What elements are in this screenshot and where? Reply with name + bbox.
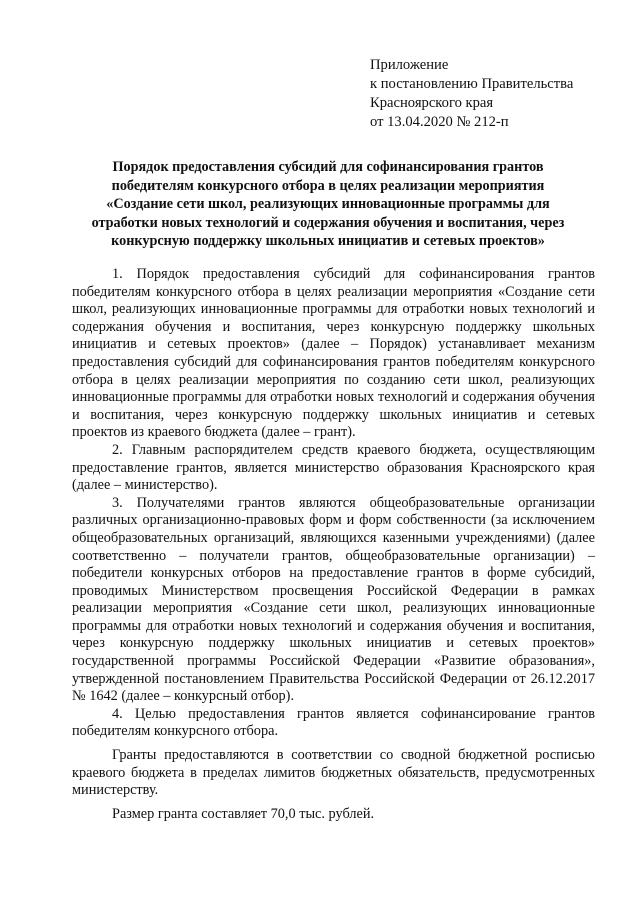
- paragraph-3: 3. Получателями грантов являются общеобразовательные организации различных организационно-правовых форм и форм собственности (за исключением общеобразовательных организаций, являющихся казенными учреждениями) (далее соответственно – получатели грантов, общеобразовательные организации) – победители конкурсных отборов на предоставление грантов в форме субсидий, проводимых Министерством просвещения Российской Федерации в рамках реализации мероприятия «Создание сети школ, реализующих инновационные программы для отработки новых технологий и содержания обучения и воспитания, через конкурсную поддержку школьных инициатив и сетевых проектов» государственной программы Российской Федерации «Развитие образования», утвержденной постановлением Правительства Российской Федерации от 26.12.2017 № 1642 (далее – конкурсный отбор).: [72, 494, 595, 705]
- paragraph-5: Гранты предоставляются в соответствии со сводной бюджетной росписью краевого бюджета в пределах лимитов бюджетных обязательств, предусмотренных министерству.: [72, 747, 595, 799]
- title-line-4: отработки новых технологий и содержания обучения и воспитания, через: [91, 214, 565, 231]
- title-line-2: победителям конкурсного отбора в целях реализации мероприятия: [111, 177, 545, 194]
- document-body: [72, 266, 595, 823]
- paragraph-2: 2. Главным распорядителем средств краевого бюджета, осуществляющим предоставление грантов, является министерство образования Красноярского края (далее – министерство).: [72, 441, 595, 494]
- paragraph-1: 1. Порядок предоставления субсидий для софинансирования грантов победителям конкурсного отбора в целях реализации мероприятия «Создание сети школ, реализующих инновационные программы для отработки новых технологий и содержания обучения и воспитания, через конкурсную поддержку школьных инициатив и сетевых проектов» (далее – Порядок) устанавливает механизм предоставления субсидий для софинансирования грантов победителям конкурсного отбора в целях реализации мероприятия по созданию сети школ, реализующих инновационные программы для отработки новых технологий и содержания обучения и воспитания, через конкурсную поддержку школьных инициатив и сетевых проектов из краевого бюджета (далее – грант).: [72, 266, 595, 441]
- title-line-1: Порядок предоставления субсидий для софинансирования грантов: [112, 159, 544, 175]
- title-line-5: конкурсную поддержку школьных инициатив и сетевых проектов»: [111, 233, 545, 249]
- appendix-resolution-line: к постановлению Правительства: [370, 76, 574, 92]
- document-title: [60, 158, 596, 251]
- title-line-3: «Создание сети школ, реализующих инновационные программы для: [106, 196, 550, 212]
- appendix-date-number: от 13.04.2020 № 212-п: [370, 114, 509, 130]
- paragraph-6: Размер гранта составляет 70,0 тыс. рублей.: [112, 805, 375, 822]
- paragraph-4: 4. Целью предоставления грантов является софинансирование грантов победителям конкурсного отбора.: [72, 705, 595, 740]
- appendix-block: [370, 56, 620, 132]
- appendix-region-line: Красноярского края: [370, 95, 494, 111]
- appendix-label: Приложение: [370, 57, 449, 73]
